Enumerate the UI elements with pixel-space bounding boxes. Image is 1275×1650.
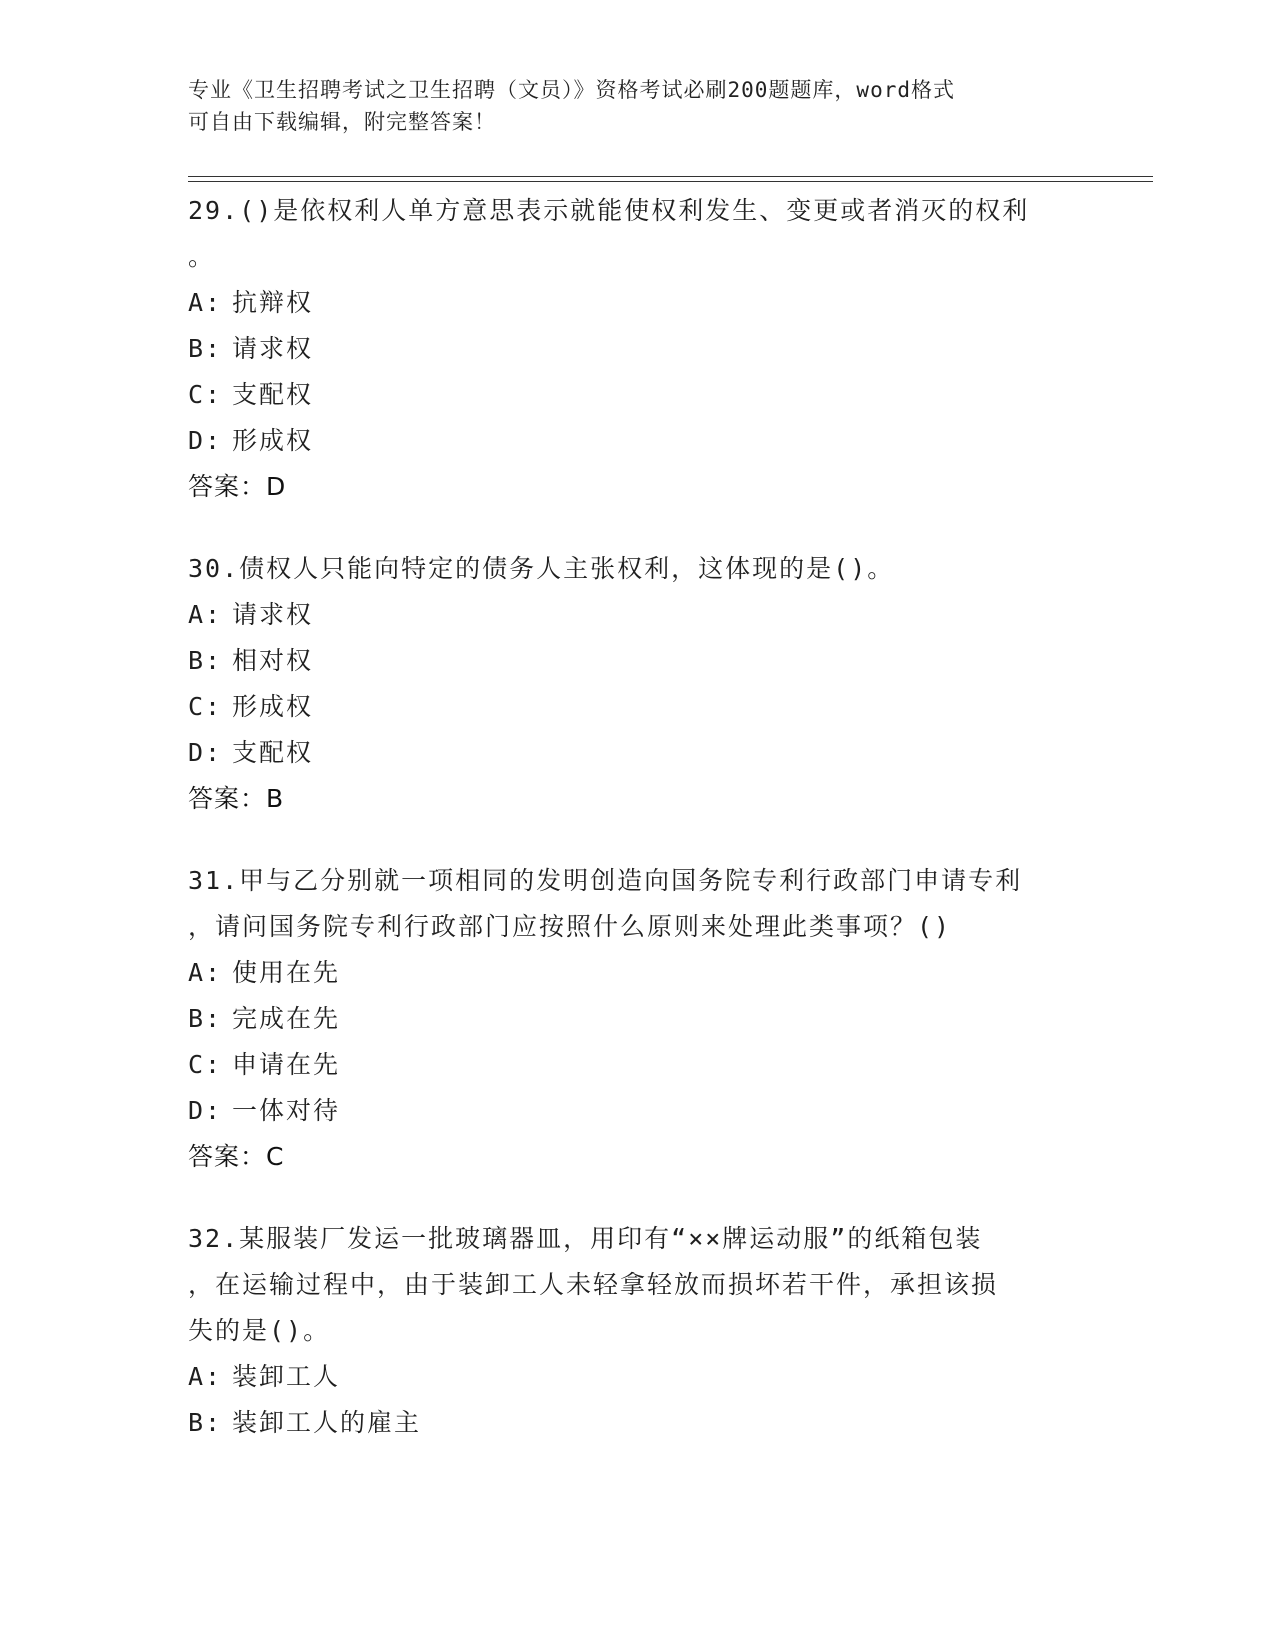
option-d xyxy=(188,730,1088,776)
document-header xyxy=(188,74,1068,138)
question-31 xyxy=(188,858,1088,1180)
option-text: 抗辩权 xyxy=(232,288,314,317)
option-b xyxy=(188,996,1088,1042)
header-rule-bottom xyxy=(188,181,1153,182)
question-list xyxy=(188,188,1088,1482)
answer-label: 答案：D xyxy=(188,472,287,501)
option-letter: C: xyxy=(188,692,223,721)
answer-label: 答案：C xyxy=(188,1142,285,1171)
option-a xyxy=(188,950,1088,996)
option-text: 一体对待 xyxy=(232,1096,341,1125)
question-30 xyxy=(188,546,1088,822)
option-letter: A: xyxy=(188,958,223,987)
question-text: ，请问国务院专利行政部门应按照什么原则来处理此类事项？() xyxy=(188,912,952,941)
option-letter: D: xyxy=(188,738,223,767)
option-d xyxy=(188,418,1088,464)
option-text: 支配权 xyxy=(232,380,314,409)
header-rule-top xyxy=(188,176,1153,177)
option-b xyxy=(188,326,1088,372)
option-a xyxy=(188,280,1088,326)
option-letter: B: xyxy=(188,1004,223,1033)
option-letter: B: xyxy=(188,1408,223,1437)
option-letter: A: xyxy=(188,288,223,317)
question-text: 32.某服装厂发运一批玻璃器皿，用印有“××牌运动服”的纸箱包装 xyxy=(188,1224,983,1253)
option-text: 相对权 xyxy=(232,646,314,675)
option-letter: A: xyxy=(188,600,223,629)
question-text: 29.()是依权利人单方意思表示就能使权利发生、变更或者消灭的权利 xyxy=(188,196,1030,225)
option-letter: B: xyxy=(188,646,223,675)
option-text: 使用在先 xyxy=(232,958,341,987)
option-letter: B: xyxy=(188,334,223,363)
header-line-1: 专业《卫生招聘考试之卫生招聘（文员）》资格考试必刷200题题库，word格式 xyxy=(188,78,955,102)
option-text: 形成权 xyxy=(232,692,314,721)
option-letter: C: xyxy=(188,380,223,409)
option-c xyxy=(188,372,1088,418)
option-a xyxy=(188,592,1088,638)
question-text: ，在运输过程中，由于装卸工人未轻拿轻放而损坏若干件，承担该损 xyxy=(188,1270,999,1299)
option-b xyxy=(188,1400,1088,1446)
question-text: 失的是()。 xyxy=(188,1316,331,1345)
option-text: 完成在先 xyxy=(232,1004,341,1033)
option-text: 装卸工人 xyxy=(232,1362,341,1391)
option-text: 装卸工人的雇主 xyxy=(232,1408,422,1437)
question-32 xyxy=(188,1216,1088,1446)
answer-label: 答案：B xyxy=(188,784,285,813)
question-29 xyxy=(188,188,1088,510)
option-letter: D: xyxy=(188,426,223,455)
option-letter: C: xyxy=(188,1050,223,1079)
option-letter: D: xyxy=(188,1096,223,1125)
option-b xyxy=(188,638,1088,684)
option-a xyxy=(188,1354,1088,1400)
option-text: 支配权 xyxy=(232,738,314,767)
option-text: 请求权 xyxy=(232,600,314,629)
option-text: 形成权 xyxy=(232,426,314,455)
option-c xyxy=(188,1042,1088,1088)
option-d xyxy=(188,1088,1088,1134)
option-text: 申请在先 xyxy=(232,1050,341,1079)
option-c xyxy=(188,684,1088,730)
question-text: 。 xyxy=(188,242,216,271)
question-text: 31.甲与乙分别就一项相同的发明创造向国务院专利行政部门申请专利 xyxy=(188,866,1023,895)
question-text: 30.债权人只能向特定的债务人主张权利，这体现的是()。 xyxy=(188,554,895,583)
option-letter: A: xyxy=(188,1362,223,1391)
header-line-2: 可自由下载编辑，附完整答案！ xyxy=(188,110,496,134)
option-text: 请求权 xyxy=(232,334,314,363)
